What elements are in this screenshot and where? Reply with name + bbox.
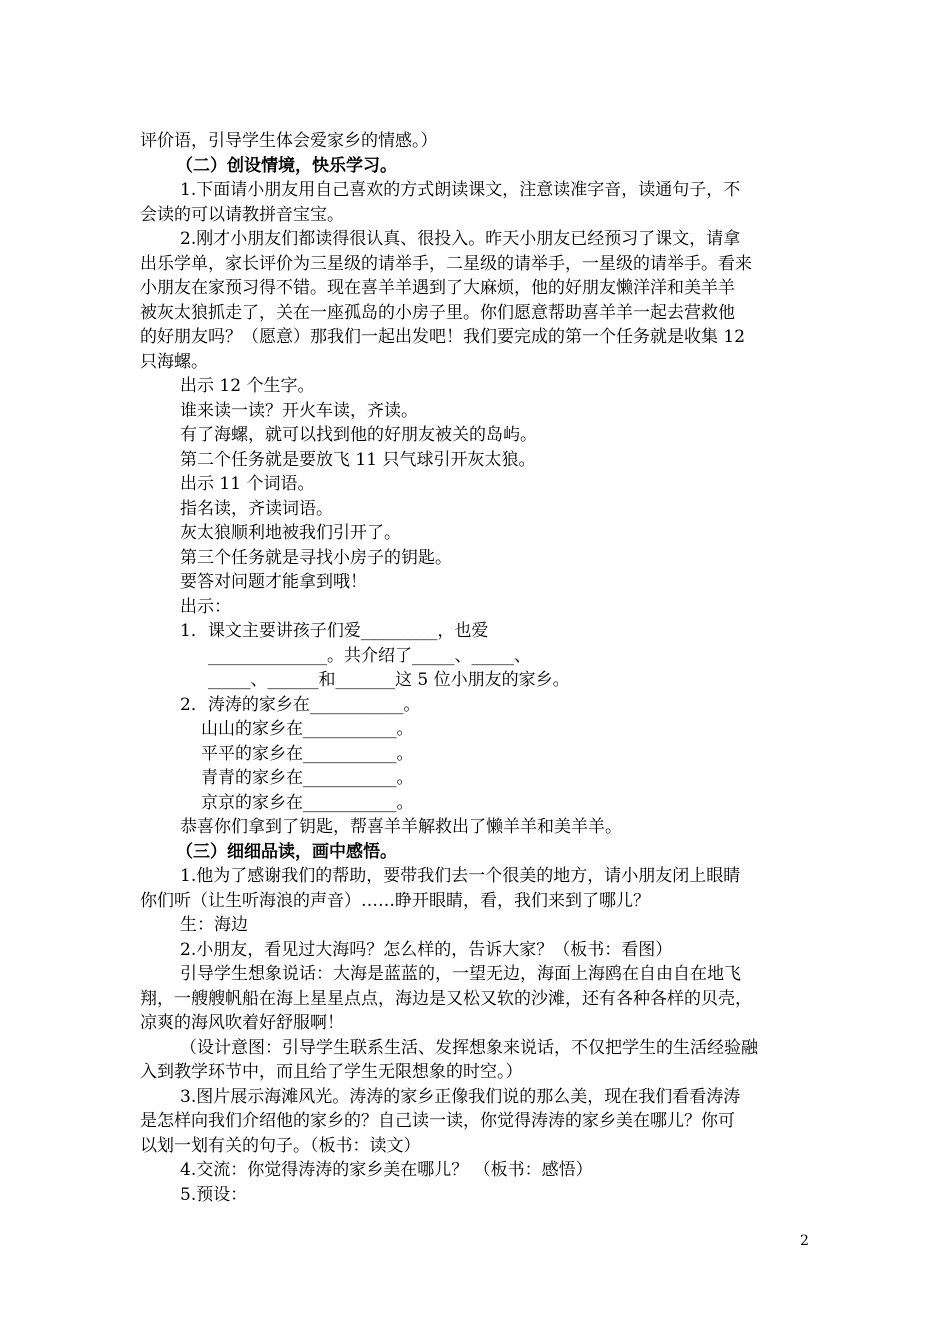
text-line: 1.他为了感谢我们的帮助，要带我们去一个很美的地方，请小朋友闭上眼睛	[180, 866, 741, 886]
text-line: 被灰太狼抓走了，关在一座孤岛的小房子里。你们愿意帮助喜羊羊一起去营救他	[140, 303, 735, 323]
text-line: 2.刚才小朋友们都读得很认真、很投入。昨天小朋友已经预习了课文，请拿	[180, 229, 741, 249]
text-line: ______________。共介绍了_____、_____、	[208, 646, 531, 666]
text-line: 要答对问题才能拿到哦！	[180, 572, 367, 592]
text-line: 3.图片展示海滩风光。涛涛的家乡正像我们说的那么美，现在我们看看涛涛	[180, 1087, 741, 1107]
text-line: 你们听（让生听海浪的声音）……睁开眼睛，看，我们来到了哪儿？	[140, 891, 650, 911]
text-line: 出示：	[180, 597, 231, 617]
text-line: 会读的可以请教拼音宝宝。	[140, 205, 344, 225]
text-line: 只海螺。	[140, 352, 208, 372]
text-line: _____、______和_______这 5 位小朋友的家乡。	[208, 670, 570, 690]
text-line: 是怎样向我们介绍他的家乡的？自己读一读，你觉得涛涛的家乡美在哪儿？你可	[140, 1111, 735, 1131]
text-line: 指名读，齐读词语。	[180, 499, 333, 519]
text-line: 有了海螺，就可以找到他的好朋友被关的岛屿。	[180, 425, 537, 445]
text-line: 第二个任务就是要放飞 11 只气球引开灰太狼。	[180, 450, 536, 470]
text-line: 以划一划有关的句子。（板书：读文）	[140, 1136, 421, 1156]
text-line: 评价语，引导学生体会爱家乡的情感。）	[140, 131, 438, 151]
text-line: 2．涛涛的家乡在___________。	[180, 695, 421, 715]
text-line: 凉爽的海风吹着好舒服啊！	[140, 1013, 344, 1033]
text-line: 灰太狼顺利地被我们引开了。	[180, 523, 401, 543]
text-line: 恭喜你们拿到了钥匙，帮喜羊羊解救出了懒羊羊和美羊羊。	[180, 817, 622, 837]
text-line: 京京的家乡在___________。	[201, 793, 414, 813]
text-line: 出乐学单，家长评价为三星级的请举手，二星级的请举手，一星级的请举手。看来	[140, 254, 752, 274]
text-line: 出示 12 个生字。	[180, 376, 315, 396]
text-line: 2.小朋友，看见过大海吗？怎么样的，告诉大家？（板书：看图）	[180, 940, 673, 960]
text-line: 翔，一艘艘帆船在海上星星点点，海边是又松又软的沙滩，还有各种各样的贝壳，	[140, 989, 752, 1009]
text-line: 谁来读一读？开火车读，齐读。	[180, 401, 418, 421]
section-heading: （二）创设情境，快乐学习。	[176, 156, 397, 176]
text-line: 1．课文主要讲孩子们爱_________，也爱	[180, 621, 489, 641]
text-line: 1.下面请小朋友用自己喜欢的方式朗读课文，注意读准字音，读通句子，不	[180, 180, 741, 200]
text-line: （设计意图：引导学生联系生活、发挥想象来说话，不仅把学生的生活经验融	[180, 1038, 758, 1058]
text-line: 4.交流：你觉得涛涛的家乡美在哪儿？ （板书：感悟）	[180, 1160, 593, 1180]
text-line: 出示 11 个词语。	[180, 474, 315, 494]
text-line: 的好朋友吗？（愿意）那我们一起出发吧！我们要完成的第一个任务就是收集 12	[140, 327, 746, 347]
text-line: 5.预设：	[180, 1185, 248, 1205]
text-line: 引导学生想象说话：大海是蓝蓝的，一望无边，海面上海鸥在自由自在地飞	[180, 964, 741, 984]
text-line: 山山的家乡在___________。	[201, 719, 414, 739]
text-line: 生：海边	[180, 915, 248, 935]
text-line: 第三个任务就是寻找小房子的钥匙。	[180, 548, 452, 568]
text-line: 入到教学环节中，而且给了学生无限想象的时空。）	[140, 1062, 523, 1082]
page-number: 2	[800, 1233, 809, 1249]
section-heading: （三）细细品读，画中感悟。	[176, 842, 397, 862]
text-line: 小朋友在家预习得不错。现在喜羊羊遇到了大麻烦，他的好朋友懒洋洋和美羊羊	[140, 278, 735, 298]
text-line: 平平的家乡在___________。	[201, 744, 414, 764]
text-line: 青青的家乡在___________。	[201, 768, 414, 788]
